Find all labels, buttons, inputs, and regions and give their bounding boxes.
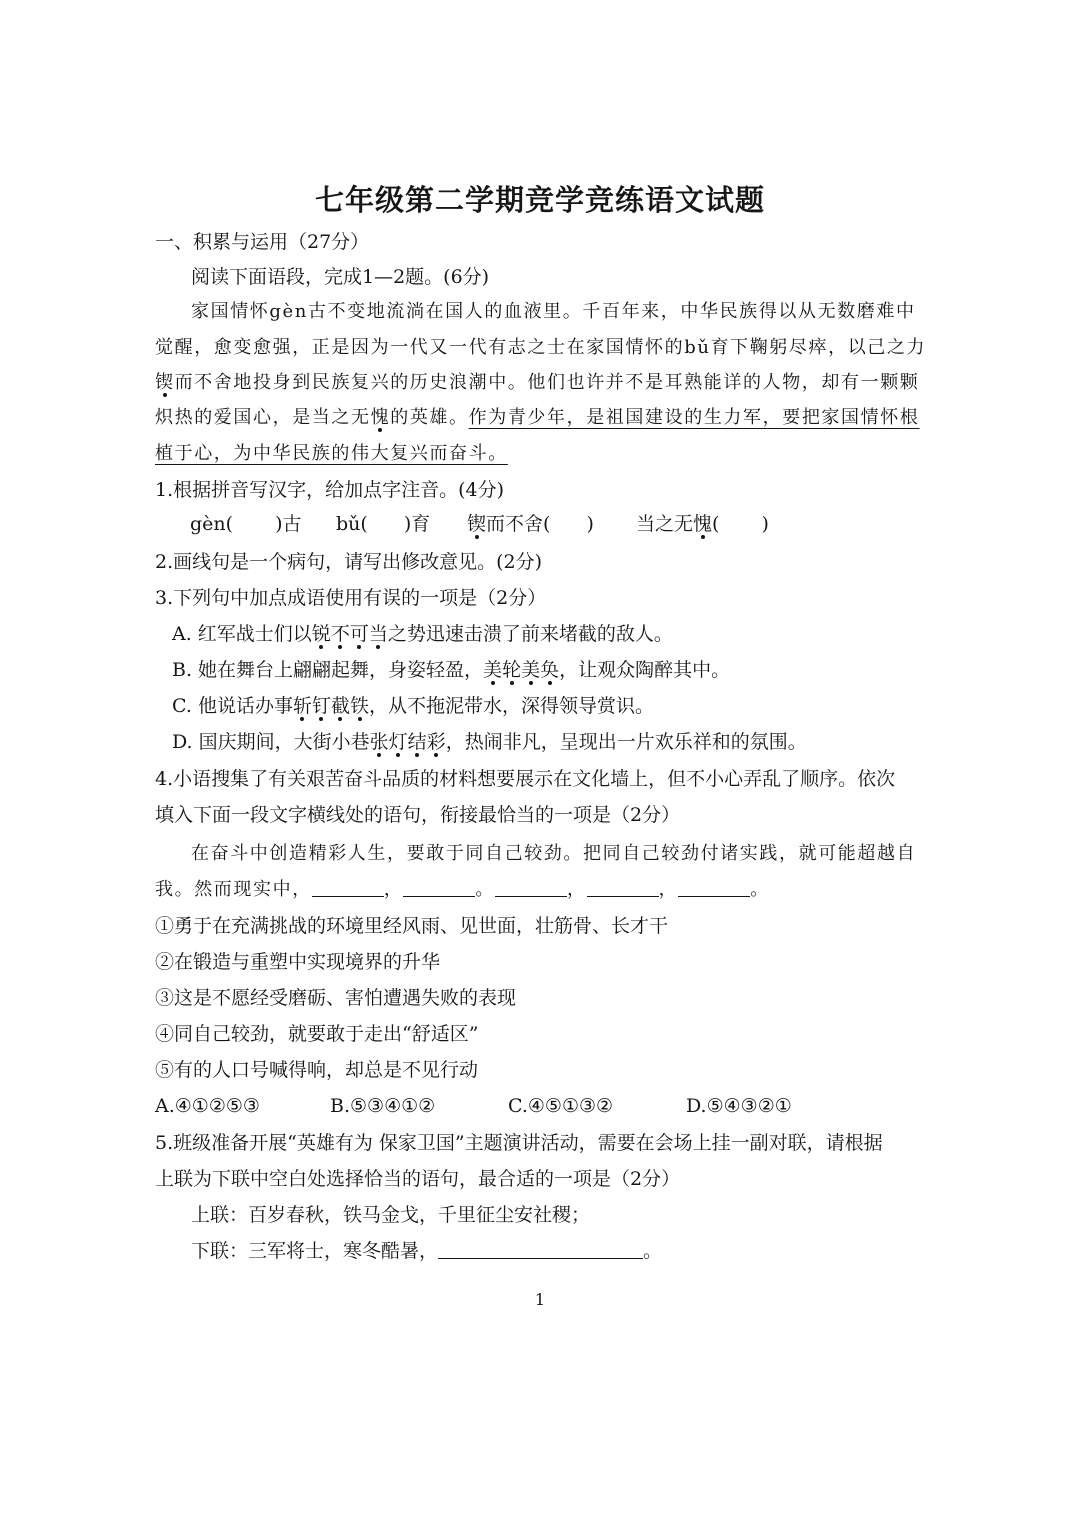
q1-item-text: ) (761, 513, 769, 535)
fill-blank-4[interactable] (587, 876, 659, 897)
dotted-char: 灯 (388, 731, 408, 753)
q5-stem-2: 上联为下联中空白处选择恰当的语句，最合适的一项是（2分） (155, 1168, 681, 1190)
dotted-char: 张 (369, 731, 389, 753)
paragraph-text: 我。然而现实中， (155, 879, 312, 900)
dotted-char: 锲 (155, 372, 175, 393)
dotted-char: 美 (483, 659, 503, 681)
option-text: ，从不拖泥带水，深得领导赏识。 (369, 695, 655, 717)
q1-item-text: )育 (403, 513, 431, 535)
q4-stem-1: 4.小语搜集了有关艰苦奋斗品质的材料想要展示在文化墙上，但不小心弄乱了顺序。依次 (155, 768, 896, 790)
fill-blank-3[interactable] (495, 876, 567, 897)
dotted-idiom (312, 623, 388, 645)
dotted-char: 轮 (502, 659, 522, 681)
dotted-char: 彩 (426, 731, 446, 753)
answer-blank[interactable] (550, 512, 586, 532)
fill-blank-2[interactable] (403, 876, 475, 897)
dotted-char: 锲 (467, 513, 487, 535)
option-text: 之势迅速击溃了前来堵截的敌人。 (387, 623, 673, 645)
punctuation: ， (383, 879, 404, 900)
q1-item-kui (636, 510, 769, 538)
q3-option-a[interactable] (172, 620, 673, 648)
dotted-char: 钉 (311, 695, 331, 717)
q4-sentence-4: ④同自己较劲，就要敢于走出“舒适区” (155, 1023, 479, 1045)
q1-item-text: bǔ( (336, 513, 368, 535)
dotted-text (293, 695, 369, 717)
q2-stem: 2.画线句是一个病句，请写出修改意见。(2分) (155, 551, 543, 573)
answer-blank[interactable] (719, 512, 761, 532)
option-text: ，让观众陶醉其中。 (559, 659, 731, 681)
q1-item-text: 当之无 (636, 513, 694, 535)
answer-blank[interactable] (233, 512, 275, 532)
q3-option-d[interactable] (172, 728, 807, 756)
page-number: 1 (534, 1290, 546, 1309)
fill-blank-5[interactable] (678, 876, 750, 897)
q4-option-b[interactable]: B.⑤③④①② (330, 1095, 436, 1117)
q5-stem-1: 5.班级准备开展“英雄有为 保家卫国”主题演讲活动，需要在会场上挂一副对联，请根据 (155, 1132, 883, 1154)
passage-text: 而不舍地投身到民族复兴的历史浪潮中。他们也许并不是耳熟能详的人物，却有一颗颗 (174, 372, 920, 393)
couplet-upper: 上联：百岁春秋，铁马金戈，千里征尘安社稷； (191, 1204, 591, 1226)
q3-stem: 3.下列句中加点成语使用有误的一项是（2分） (155, 587, 547, 609)
passage-line-5 (155, 440, 508, 468)
passage-line-1: 家国情怀gèn古不变地流淌在国人的血液里。千百年来，中华民族得以从无数磨难中 (191, 301, 916, 322)
q1-item-text: )古 (275, 513, 302, 535)
dotted-char: 铁 (350, 695, 370, 717)
q4-sentence-5: ⑤有的人口号喊得响，却总是不见行动 (155, 1059, 479, 1081)
underlined-sentence: 植于心，为中华民族的伟大复兴而奋斗。 (155, 443, 508, 464)
q1-item-text: ( (712, 513, 720, 535)
dotted-idiom (483, 659, 559, 681)
fill-blank-1[interactable] (312, 876, 384, 897)
q4-stem-2: 填入下面一段文字横线处的语句，衔接最恰当的一项是（2分） (155, 804, 681, 826)
reading-intro: 阅读下面语段，完成1—2题。(6分) (191, 266, 490, 288)
q4-paragraph-2 (155, 876, 770, 904)
dotted-text (483, 659, 559, 681)
punctuation: ， (658, 879, 679, 900)
q1-item-gen (190, 510, 301, 538)
answer-blank[interactable] (368, 512, 404, 532)
q4-sentence-1: ①勇于在充满挑战的环境里经风雨、见世面，壮筋骨、长才干 (155, 915, 669, 937)
dotted-char: 可 (349, 623, 369, 645)
q4-paragraph-1: 在奋斗中创造精彩人生，要敢于同自己较劲。把同自己较劲付诸实践，就可能超越自 (191, 843, 917, 864)
dotted-text (370, 731, 446, 753)
passage-text: 炽热的爱国心，是当之无 (155, 407, 371, 428)
dotted-char: 结 (407, 731, 427, 753)
dotted-char: 不 (330, 623, 350, 645)
couplet-text: 下联：三军将士，寒冬酷暑， (191, 1240, 439, 1262)
dotted-char: 愧 (693, 513, 713, 535)
option-text: A. 红军战士们以 (172, 623, 312, 645)
q1-item-text: 而不舍( (486, 513, 551, 535)
dotted-char: 当 (368, 623, 388, 645)
passage-line-4 (155, 404, 919, 432)
punctuation: ， (567, 879, 587, 900)
q3-option-c[interactable] (172, 692, 654, 720)
q1-item-qie (467, 510, 594, 538)
q4-option-c[interactable]: C.④⑤①③② (508, 1095, 614, 1117)
dotted-idiom (370, 731, 446, 753)
q1-item-text: ) (586, 513, 594, 535)
option-text: ，热闹非凡，呈现出一片欢乐祥和的氛围。 (445, 731, 807, 753)
q3-option-b[interactable] (172, 656, 730, 684)
page-title: 七年级第二学期竞学竞练语文试题 (314, 183, 765, 217)
dotted-text (312, 623, 388, 645)
q4-option-a[interactable]: A.④①②⑤③ (155, 1095, 260, 1117)
q4-option-d[interactable]: D.⑤④③②① (686, 1095, 792, 1117)
dotted-char: 愧 (370, 407, 391, 428)
q1-item-text: gèn( (190, 513, 234, 535)
dotted-char: 锐 (311, 623, 331, 645)
section-heading: 一、积累与运用（27分） (155, 231, 370, 253)
option-text: C. 他说话办事 (172, 695, 293, 717)
option-text: D. 国庆期间，大街小巷 (172, 731, 370, 753)
punctuation: 。 (475, 879, 496, 900)
option-text: B. 她在舞台上翩翩起舞，身姿轻盈， (172, 659, 484, 681)
dotted-idiom (293, 695, 369, 717)
underlined-sentence: 作为青少年，是祖国建设的生力军，要把家国情怀根 (468, 407, 920, 428)
punctuation: 。 (643, 1240, 663, 1262)
q1-item-bu (336, 510, 430, 538)
dotted-char: 截 (330, 695, 350, 717)
q4-sentence-3: ③这是不愿经受磨砺、害怕遭遇失败的表现 (155, 987, 517, 1009)
q1-stem: 1.根据拼音写汉字，给加点字注音。(4分) (155, 479, 505, 501)
passage-line-3 (155, 369, 919, 397)
dotted-char: 奂 (540, 659, 560, 681)
q4-sentence-2: ②在锻造与重塑中实现境界的升华 (155, 951, 441, 973)
passage-text: 的英雄。 (390, 407, 469, 428)
couplet-blank[interactable] (438, 1238, 643, 1259)
dotted-char: 斩 (292, 695, 312, 717)
couplet-lower (191, 1237, 662, 1265)
dotted-char: 美 (521, 659, 541, 681)
punctuation: 。 (750, 879, 770, 900)
passage-line-2: 觉醒，愈变愈强，正是因为一代又一代有志之士在家国情怀的bǔ育下鞠躬尽瘁，以己之力 (155, 337, 927, 358)
